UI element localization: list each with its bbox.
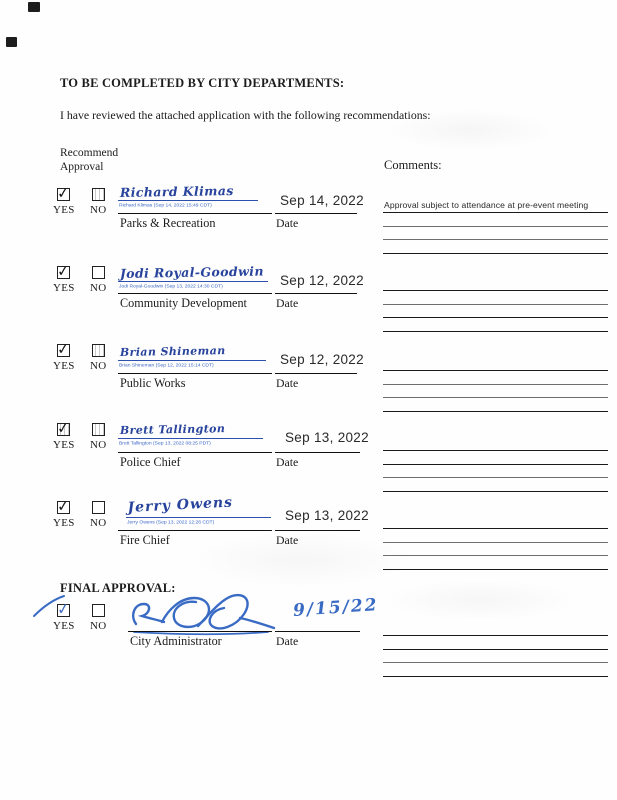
comment-line [383,478,608,491]
date-rule [275,293,357,294]
signature-text: Jerry Owens [127,494,234,516]
date-label: Date [276,533,299,547]
final-approval-heading: FINAL APPROVAL: [60,581,176,595]
no-label: NO [90,204,107,216]
signature-text: Brian Shineman [119,344,226,359]
form-section-title: TO BE COMPLETED BY CITY DEPARTMENTS: [60,76,345,90]
comment-lines-group-4 [383,438,608,492]
signature-text: Richard Klimas [119,183,234,200]
no-label: NO [90,360,107,372]
comment-line [383,227,608,240]
no-checkbox [92,188,105,201]
comment-line [383,623,608,636]
form-intro-text: I have reviewed the attached application with the following recommendations: [60,108,431,122]
department-label: Community Development [120,296,247,310]
date-rule [275,530,360,531]
no-label: NO [90,282,107,294]
yes-checkbox [57,266,70,279]
comment-line [383,650,608,663]
yes-label: YES [53,282,75,294]
comment-lines-group-2 [383,278,608,332]
date-label: Date [276,376,299,390]
yes-label: YES [53,620,75,632]
esign-stamp-text: Jerry Owens (Sep 13, 2022 12:26 CDT) [127,519,215,525]
yes-label: YES [53,439,75,451]
date-label: Date [276,455,299,469]
yes-checkbox [57,501,70,514]
date-stamp: Sep 13, 2022 [285,430,369,445]
scan-artifact-mark [6,37,17,47]
date-label: Date [276,216,299,230]
yes-label: YES [53,360,75,372]
handwritten-signature [128,592,278,640]
comment-line [383,278,608,291]
comment-line [383,358,608,371]
comments-label: Comments: [384,158,442,172]
handwritten-date: 9/15/22 [292,595,380,621]
comment-line [383,438,608,451]
date-stamp: Sep 14, 2022 [280,193,364,208]
esign-stamp-text: Richard Klimas (Sep 14, 2022 15:49 CDT) [119,202,212,208]
esign-stamp-text: Brian Shineman (Sep 12, 2022 15:14 CDT) [119,362,214,368]
no-checkbox [92,501,105,514]
comment-line [383,516,608,529]
signature-underline [118,200,258,201]
comment-line [383,200,608,213]
signature-underline [126,517,271,518]
comment-lines-group-3 [383,358,608,412]
comment-lines-group-1 [383,200,608,254]
date-rule [275,631,360,632]
date-stamp: Sep 13, 2022 [285,508,369,523]
signature-rule [118,293,272,294]
comment-lines-group-5 [383,516,608,570]
comment-line [383,213,608,226]
date-label: Date [276,296,299,310]
recommend-approval-label: Recommend Approval [60,147,119,174]
comment-text: Approval subject to attendance at pre-event meeting [384,200,589,210]
comment-line [383,398,608,411]
department-label: City Administrator [130,634,222,648]
comment-line [383,543,608,556]
comment-line [383,529,608,542]
date-rule [275,373,357,374]
date-stamp: Sep 12, 2022 [280,273,364,288]
date-rule [275,452,360,453]
signature-rule [118,373,272,374]
pen-stroke-mark [32,592,66,618]
no-label: NO [90,620,107,632]
comment-line [383,465,608,478]
no-label: NO [90,517,107,529]
department-label: Fire Chief [120,533,170,547]
date-stamp: Sep 12, 2022 [280,352,364,367]
signature-rule [118,213,272,214]
comment-line [383,663,608,676]
no-checkbox [92,604,105,617]
signature-underline [118,360,266,361]
signature-underline [118,281,268,282]
yes-checkbox [57,344,70,357]
esign-stamp-text: Jodi Royal-Goodwin (Sep 13, 2022 14:30 CDT) [119,283,223,289]
department-label: Public Works [120,376,186,390]
signature-rule [118,452,272,453]
signature-rule [128,631,272,632]
signature-rule [118,530,272,531]
yes-checkbox [57,188,70,201]
scan-artifact-mark [28,2,40,12]
esign-stamp-text: Brett Tallington (Sep 13, 2022 08:25 PDT) [119,440,211,446]
comment-line [383,305,608,318]
no-checkbox [92,423,105,436]
comment-line [383,385,608,398]
no-checkbox [92,344,105,357]
yes-label: YES [53,517,75,529]
comment-line [383,291,608,304]
date-rule [275,213,357,214]
department-label: Parks & Recreation [120,216,216,230]
signature-text: Brett Tallington [119,422,226,437]
comment-line [383,240,608,253]
signature-text: Jodi Royal-Goodwin [119,263,264,281]
comment-line [383,318,608,331]
date-label: Date [276,634,299,648]
comment-line [383,556,608,569]
comment-lines-group-6 [383,623,608,677]
no-label: NO [90,439,107,451]
department-label: Police Chief [120,455,181,469]
comment-line [383,371,608,384]
yes-label: YES [53,204,75,216]
yes-checkbox [57,423,70,436]
signature-underline [118,438,263,439]
comment-line [383,636,608,649]
comment-line [383,451,608,464]
no-checkbox [92,266,105,279]
